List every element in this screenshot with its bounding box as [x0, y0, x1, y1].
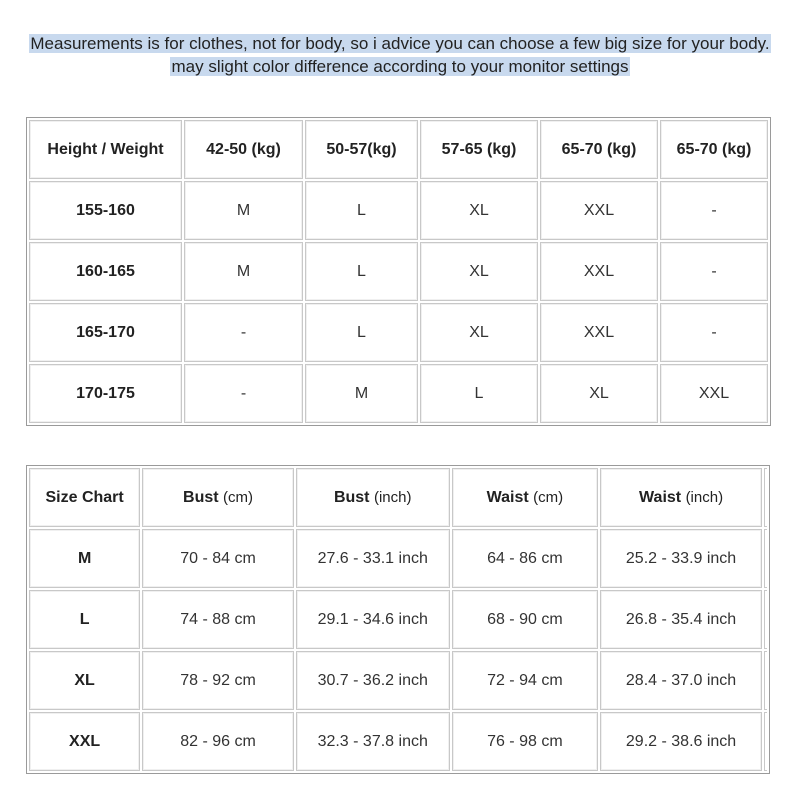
size-cell: M — [184, 242, 303, 301]
header-unit: (cm) — [223, 488, 254, 506]
measurement-cell: 26.8 - 35.4 inch — [600, 590, 762, 649]
measurement-cell: 68 - 90 cm — [452, 590, 599, 649]
header-cell — [29, 468, 140, 527]
table-row — [29, 590, 767, 649]
measurement-cell: 82 - 96 cm — [142, 712, 294, 771]
measurement-cell: 27.6 - 33.1 inch — [296, 529, 450, 588]
table-header-row — [29, 120, 768, 179]
header-label: Waist — [639, 488, 682, 506]
table-header-row — [29, 468, 767, 527]
header-unit: (cm) — [533, 488, 564, 506]
header-cell — [600, 468, 762, 527]
measurement-cell: 30.7 - 36.2 inch — [296, 651, 450, 710]
height-weight-size-table — [26, 117, 771, 426]
height-cell: 160-165 — [29, 242, 182, 301]
header-label: Size Chart — [45, 488, 124, 506]
size-cell: XL — [420, 181, 538, 240]
measurement-cell: 32.3 - 37.8 inch — [296, 712, 450, 771]
measurement-cell: 64 - 86 cm — [452, 529, 599, 588]
header-cell: 65-70 (kg) — [660, 120, 768, 179]
size-label-cell: XL — [29, 651, 140, 710]
size-cell: - — [184, 364, 303, 423]
header-cell — [452, 468, 599, 527]
size-cell: XL — [420, 242, 538, 301]
table-row — [29, 303, 768, 362]
header-cell: Height / Weight — [29, 120, 182, 179]
table-row — [29, 529, 767, 588]
table-row — [29, 364, 768, 423]
size-cell: XL — [540, 364, 658, 423]
header-label: Bust — [333, 488, 370, 506]
height-cell: 170-175 — [29, 364, 182, 423]
size-cell: M — [305, 364, 418, 423]
measurement-cell: 29.1 - 34.6 inch — [296, 590, 450, 649]
measurement-cell: 76 - 98 cm — [452, 712, 599, 771]
notice-line-1: Measurements is for clothes, not for body, so i advice you can choose a few big size for your body. — [30, 34, 770, 53]
header-cell: 50-57(kg) — [305, 120, 418, 179]
size-cell: L — [305, 303, 418, 362]
header-label: Bust — [183, 488, 219, 506]
size-cell: XL — [420, 303, 538, 362]
measurement-cell: 25.2 - 33.9 inch — [600, 529, 762, 588]
size-cell: M — [184, 181, 303, 240]
size-cell: - — [184, 303, 303, 362]
table-row — [29, 242, 768, 301]
size-cell: XXL — [540, 242, 658, 301]
measurement-cell: 29.2 - 38.6 inch — [600, 712, 762, 771]
size-cell: XXL — [540, 303, 658, 362]
table-edge — [764, 651, 767, 710]
measurement-cell: 78 - 92 cm — [142, 651, 294, 710]
body-measurement-table — [26, 465, 770, 774]
size-label-cell: M — [29, 529, 140, 588]
size-cell: - — [660, 303, 768, 362]
height-cell: 155-160 — [29, 181, 182, 240]
table-edge — [764, 529, 767, 588]
measurement-cell: 74 - 88 cm — [142, 590, 294, 649]
size-cell: - — [660, 242, 768, 301]
measurement-cell: 28.4 - 37.0 inch — [600, 651, 762, 710]
size-cell: - — [660, 181, 768, 240]
header-cell: 57-65 (kg) — [420, 120, 538, 179]
table-row — [29, 712, 767, 771]
size-cell: L — [420, 364, 538, 423]
table-edge — [764, 712, 767, 771]
header-cell: 65-70 (kg) — [540, 120, 658, 179]
size-label-cell: XXL — [29, 712, 140, 771]
measurement-cell: 72 - 94 cm — [452, 651, 599, 710]
height-cell: 165-170 — [29, 303, 182, 362]
table-edge — [764, 590, 767, 649]
size-cell: L — [305, 181, 418, 240]
size-cell: XXL — [540, 181, 658, 240]
header-cell — [296, 468, 450, 527]
header-label: Waist — [486, 488, 529, 506]
measurement-cell: 70 - 84 cm — [142, 529, 294, 588]
header-cell — [142, 468, 294, 527]
header-unit: (inch) — [373, 488, 412, 506]
size-cell: XXL — [660, 364, 768, 423]
notice-line-2: may slight color difference according to your monitor settings — [171, 57, 629, 76]
table-row — [29, 651, 767, 710]
size-label-cell: L — [29, 590, 140, 649]
table-row — [29, 181, 768, 240]
table-edge — [764, 468, 767, 527]
header-unit: (inch) — [685, 488, 724, 506]
header-cell: 42-50 (kg) — [184, 120, 303, 179]
size-cell: L — [305, 242, 418, 301]
notice — [0, 32, 800, 78]
